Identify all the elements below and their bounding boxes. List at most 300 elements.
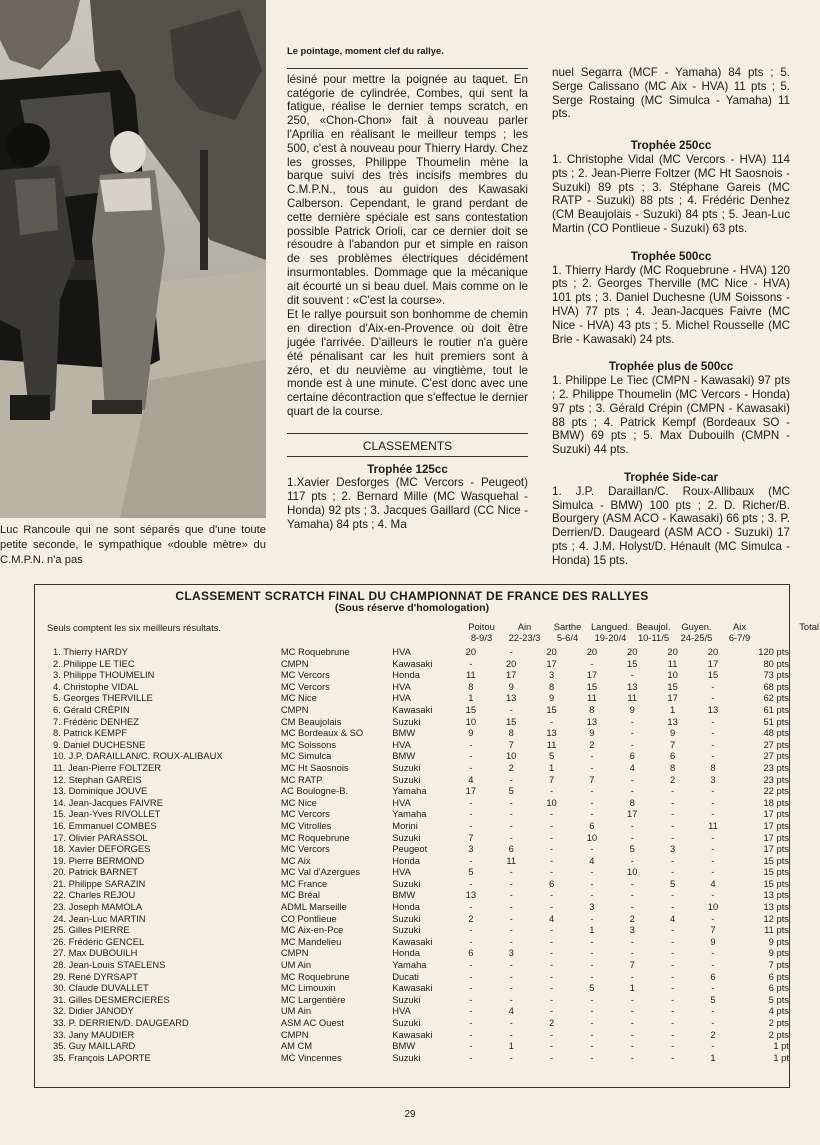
brand-cell: HVA [392, 796, 411, 808]
points-cell: - [711, 889, 715, 901]
brand-cell: BMW [392, 750, 416, 762]
points-cell: - [469, 1017, 473, 1028]
trophy-text: 1. J.P. Daraillan/C. Roux-Allibaux (MC Simulca - BMW) 100 pts ; 2. D. Richer/B. Bourgery (ASM ACO - Kawasaki) 66 pts ; 3. P. Derrien/D. Daugeard (ASM ACO - Suzuki) 17 pts ; 4. J.M. Holyst/D. Hénault (MC Simulca - Honda) 15 pts. [552, 484, 790, 567]
points-cell: 15 [667, 680, 678, 692]
points-cell: 20 [586, 646, 598, 657]
points-cell: 15 [707, 669, 719, 681]
points-cell: 20 [505, 657, 517, 669]
points-cell: - [549, 889, 554, 901]
points-cell: - [590, 843, 594, 855]
table-row [47, 866, 789, 878]
points-cell: - [509, 959, 513, 971]
points-cell: 10 [465, 715, 477, 727]
points-cell: 8 [468, 680, 474, 692]
points-cell: - [509, 901, 513, 913]
points-cell: 15 [546, 703, 557, 715]
total-cell: 9 pts [768, 947, 789, 959]
total-cell: 73 pts [763, 669, 789, 681]
brand-cell: Honda [392, 947, 420, 959]
points-cell: 1 [629, 982, 635, 994]
club-cell: ADML Marseille [280, 901, 347, 913]
rider-cell: 32. Didier JANODY [53, 1005, 134, 1017]
rider-cell: 28. Jean-Louis STAELENS [53, 959, 166, 971]
event-header [460, 621, 503, 643]
points-cell: - [549, 993, 554, 1005]
total-cell: 22 pts [763, 785, 789, 797]
club-cell: MC Bréal [280, 889, 320, 901]
table-row [47, 878, 789, 890]
points-cell: - [630, 877, 634, 889]
trophy-text: 1. Philippe Le Tiec (CMPN - Kawasaki) 97 pts ; 2. Philippe Thoumelin (MC Vercors - Honda) 97 pts ; 3. Gérald Crépin (CMPN - Kawasaki) 88 pts ; 4. Patrick Kempf (Bordeaux SO - BMW) 69 pts ; 5. Max Dubouilh (CMPN - Suzuki) 44 pts. [552, 374, 790, 457]
event-name: Poitou [468, 621, 495, 632]
points-cell: - [509, 889, 513, 901]
total-cell: 4 pts [768, 1005, 789, 1017]
total-cell: 13 pts [763, 889, 789, 901]
rider-cell: 25. Gilles PIERRE [53, 924, 130, 936]
points-cell: - [590, 1051, 594, 1063]
points-cell: - [590, 935, 594, 947]
rally-photo-illustration [0, 0, 266, 518]
points-cell: - [671, 831, 675, 843]
points-cell: 3 [548, 669, 555, 681]
table-row [47, 774, 789, 786]
total-cell: 120 pts [758, 646, 789, 657]
points-cell: - [590, 993, 594, 1005]
points-cell: - [469, 959, 473, 971]
rider-cell: 9. Daniel DUCHESNE [53, 738, 146, 750]
rider-cell: 14. Jean-Jacques FAIVRE [53, 796, 163, 808]
total-cell: 27 pts [763, 750, 789, 762]
rider-cell: 20. Patrick BARNET [53, 866, 138, 878]
points-cell: 13 [546, 727, 557, 739]
points-cell: - [469, 738, 473, 750]
points-cell: 3 [710, 773, 716, 785]
club-cell: AC Boulogne-B. [280, 785, 349, 797]
brand-cell: Suzuki [392, 761, 421, 773]
club-cell: MC Vercors [280, 808, 330, 820]
club-cell: MC Vercors [280, 843, 330, 855]
rider-cell: 6. Gérald CRÉPIN [53, 703, 130, 715]
club-cell: MC Simulca [280, 750, 332, 762]
brand-cell: Yamaha [392, 785, 427, 797]
points-cell: 11 [506, 854, 517, 866]
points-cell: 7 [468, 831, 474, 843]
event-header [589, 621, 632, 643]
table-row [47, 855, 789, 867]
club-cell: CMPN [280, 1028, 309, 1040]
event-dates: 24-25/5 [680, 632, 713, 643]
points-cell: 13 [707, 703, 719, 715]
points-cell: - [549, 1040, 554, 1052]
points-cell: 15 [465, 703, 477, 715]
points-cell: 6 [468, 947, 474, 959]
points-cell: 2 [468, 912, 474, 924]
points-cell: - [469, 808, 473, 820]
points-cell: - [469, 657, 473, 669]
points-cell: - [590, 1017, 594, 1028]
table-row [47, 994, 789, 1006]
points-cell: 1 [548, 761, 555, 773]
points-cell: - [630, 901, 634, 913]
standings-table [47, 646, 789, 1063]
event-dates: 10-11/5 [637, 632, 670, 643]
brand-cell: Suzuki [392, 831, 421, 843]
brand-cell: HVA [392, 646, 411, 657]
points-cell: - [630, 993, 634, 1005]
rider-cell: 1. Thierry HARDY [53, 646, 128, 657]
points-cell: 10 [586, 831, 598, 843]
points-cell: - [711, 843, 715, 855]
trophy-heading: Trophée plus de 500cc [608, 360, 734, 374]
points-cell: 10 [627, 866, 638, 878]
points-cell: - [549, 1028, 554, 1040]
points-cell: - [630, 831, 634, 843]
points-cell: - [549, 854, 554, 866]
article-paragraph: lésiné pour mettre la poignée au taquet. En catégorie de cylindrée, Combes, qui sent la fatigue, réalise le dernier temps scratch, en 250, «Chon-Chon» fait à nouveau parler l'Aprilia en réalisant le meilleur temps ; les 500, c'est à nouveau pour Thierry Hardy. Chez les grosses, Philippe Thoumelin mène la barque suivi des très incisifs membres du C.M.P.N., tous au guidon des Kawasaki Calberson. Cependant, le grand perdant de cette dernière spéciale est sans contestation possible Patrick Orioli, car ce dernier doit se résoudre à l'abandon pur et simple en raison de ses problèmes électriques décidément insurmontables. Dommage que la mécanique ait écourté un si beau duel. Mais comme on le dit souvent : «C'est la course». [287, 72, 528, 307]
points-cell: - [509, 877, 513, 889]
points-cell: 9 [468, 727, 474, 739]
points-cell: - [711, 1017, 715, 1028]
rider-cell: 19. Pierre BERMOND [53, 854, 145, 866]
club-cell: MC RATP [280, 773, 323, 785]
total-cell: 15 pts [763, 866, 789, 878]
points-cell: - [630, 669, 634, 681]
points-cell: 4 [589, 854, 595, 866]
points-cell: - [590, 1005, 594, 1017]
points-cell: - [711, 959, 715, 971]
points-cell: - [711, 727, 715, 739]
photo-caption: Le pointage, moment clef du rallye. [287, 45, 444, 56]
total-cell: 15 pts [763, 854, 789, 866]
points-cell: 8 [629, 796, 635, 808]
trophy-text: 1. Thierry Hardy (MC Roquebrune - HVA) 120 pts ; 2. Georges Therville (MC Nice - HVA) 101 pts ; 3. Daniel Duchesne (UM Soissons - HVA) 77 pts ; 4. Jean-Jacques Faivre (MC Nice - HVA) 43 pts ; 5. Michel Rousselle (MC Brie - Kawasaki) 24 pts. [552, 263, 790, 346]
brand-cell: Honda [392, 901, 420, 913]
total-cell: 6 pts [768, 982, 789, 994]
points-cell: - [509, 1051, 513, 1063]
event-header [675, 621, 718, 643]
points-cell: 8 [670, 761, 676, 773]
rider-cell: 30. Claude DUVALLET [53, 982, 149, 994]
points-cell: 7 [508, 738, 514, 750]
brand-cell: Suzuki [392, 715, 421, 727]
club-cell: CMPN [280, 947, 309, 959]
club-cell: CM Beaujolais [280, 715, 342, 727]
points-cell: - [509, 970, 513, 982]
points-cell: - [549, 831, 554, 843]
rider-cell: 31. Gilles DESMERCIERES [53, 993, 170, 1005]
points-cell: - [711, 750, 715, 762]
total-cell: 15 pts [763, 877, 789, 889]
points-cell: - [549, 970, 554, 982]
points-cell: - [630, 970, 634, 982]
brand-cell: Suzuki [392, 773, 421, 785]
points-cell: 10 [707, 901, 719, 913]
rider-cell: 13. Dominique JOUVE [53, 785, 148, 797]
divider [287, 456, 528, 457]
points-cell: 17 [586, 669, 598, 681]
trophy-text-continued: nuel Segarra (MCF - Yamaha) 84 pts ; 5. Serge Calissano (MC Aix - HVA) 11 pts ; 5. Serge Rostaing (MC Simulca - Yamaha) 11 pts. [552, 66, 790, 121]
points-cell: - [671, 959, 675, 971]
rider-cell: 33. P. DERRIEN/D. DAUGEARD [53, 1017, 189, 1028]
points-cell: 11 [708, 819, 718, 831]
points-cell: - [549, 785, 554, 797]
points-cell: 7 [548, 773, 555, 785]
points-cell: - [671, 924, 675, 936]
rider-cell: 21. Philippe SARAZIN [53, 877, 146, 889]
brand-cell: HVA [392, 866, 411, 878]
points-cell: 8 [710, 761, 716, 773]
total-cell: 1 pt [773, 1040, 789, 1052]
brand-cell: Honda [392, 854, 420, 866]
points-cell: 3 [508, 947, 514, 959]
brand-cell: Kawasaki [392, 1028, 433, 1040]
points-cell: - [590, 785, 594, 797]
points-cell: - [630, 1005, 634, 1017]
points-cell: 4 [629, 761, 635, 773]
table-row [47, 658, 789, 670]
points-cell: - [671, 993, 675, 1005]
table-row [47, 889, 789, 901]
rider-cell: 11. Jean-Pierre FOLTZER [53, 761, 162, 773]
total-cell: 61 pts [763, 703, 789, 715]
rider-cell: 26. Frédéric GENCEL [53, 935, 145, 947]
points-cell: - [590, 970, 594, 982]
points-cell: 1 [589, 924, 595, 936]
points-cell: - [630, 727, 634, 739]
rider-cell: 18. Xavier DEFORGES [53, 843, 151, 855]
points-cell: 9 [508, 680, 514, 692]
points-cell: 2 [629, 912, 635, 924]
points-cell: 6 [508, 843, 514, 855]
points-cell: - [630, 889, 634, 901]
points-cell: 11 [465, 669, 476, 681]
points-cell: 8 [589, 703, 595, 715]
points-cell: 5 [710, 993, 716, 1005]
club-cell: ASM AC Ouest [280, 1017, 344, 1028]
points-cell: 11 [627, 692, 638, 704]
points-cell: - [630, 1051, 634, 1063]
club-cell: MC Soissons [280, 738, 337, 750]
points-cell: - [590, 947, 594, 959]
club-cell: MC Vercors [280, 669, 330, 681]
points-cell: - [549, 982, 554, 994]
points-cell: - [469, 993, 473, 1005]
table-row [47, 681, 789, 693]
points-cell: 20 [465, 646, 477, 657]
points-cell: - [509, 646, 513, 657]
points-cell: 15 [627, 657, 638, 669]
rally-photo [0, 0, 266, 518]
points-cell: 20 [667, 646, 678, 657]
club-cell: UM Ain [280, 1005, 312, 1017]
points-cell: - [711, 796, 715, 808]
event-dates: 8-9/3 [470, 632, 493, 643]
points-cell: - [469, 854, 473, 866]
brand-cell: Ducati [392, 970, 419, 982]
points-cell: - [630, 1040, 634, 1052]
points-cell: - [469, 1028, 473, 1040]
club-cell: MC Limouxin [280, 982, 336, 994]
points-cell: 7 [710, 924, 716, 936]
points-cell: 5 [589, 982, 595, 994]
points-cell: - [549, 843, 554, 855]
points-cell: - [509, 773, 513, 785]
article-paragraph: Et le rallye poursuit son bonhomme de chemin en direction d'Aix-en-Provence où doit être jugée l'arrivée. D'ailleurs le routier n'a guère été pénalisant car les huit premiers sont à zéro, et du neuvième au vingtième, tout le monde est à une minute. C'est donc avec une certaine décontraction que s'effectue le dernier quart de la course. [287, 308, 528, 418]
divider [287, 68, 528, 69]
points-cell: - [509, 796, 513, 808]
total-cell: 11 pts [764, 924, 789, 936]
club-cell: MC Vitrolles [280, 819, 332, 831]
points-cell: - [711, 785, 715, 797]
club-cell: MC France [280, 877, 328, 889]
brand-cell: HVA [392, 680, 411, 692]
club-cell: UM Ain [280, 959, 312, 971]
points-cell: - [671, 866, 675, 878]
points-cell: - [590, 796, 594, 808]
points-cell: 17 [505, 669, 517, 681]
rider-cell: 29. René DYRSAPT [53, 970, 138, 982]
points-cell: 17 [627, 808, 638, 820]
rider-cell: 3. Philippe THOUMELIN [53, 669, 155, 681]
points-cell: - [671, 947, 675, 959]
points-cell: - [549, 715, 554, 727]
points-cell: 17 [546, 657, 557, 669]
total-cell: 18 pts [763, 796, 789, 808]
points-cell: - [630, 947, 634, 959]
standings-box [34, 584, 819, 1088]
points-cell: - [630, 935, 634, 947]
rider-cell: 27. Max DUBOUILH [53, 947, 138, 959]
table-row [47, 1005, 789, 1017]
points-cell: 1 [710, 1051, 716, 1063]
points-cell: 17 [707, 657, 719, 669]
points-cell: 2 [548, 1017, 555, 1028]
points-cell: - [590, 877, 594, 889]
points-cell: 1 [670, 703, 676, 715]
total-cell: 7 pts [768, 959, 789, 971]
total-cell: 80 pts [763, 657, 789, 669]
trophy-heading: Trophée Side-car [623, 470, 719, 484]
points-cell: - [711, 912, 715, 924]
club-cell: MC Bordeaux & SO [280, 727, 364, 739]
rider-cell: 16. Emmanuel COMBES [53, 819, 157, 831]
event-header [503, 621, 546, 643]
points-cell: - [469, 761, 473, 773]
points-cell: - [630, 1028, 634, 1040]
brand-cell: Suzuki [392, 993, 421, 1005]
points-cell: - [469, 1051, 473, 1063]
brand-cell: Honda [392, 669, 420, 681]
total-cell: 27 pts [763, 738, 789, 750]
total-cell: 17 pts [763, 819, 789, 831]
points-cell: - [630, 738, 634, 750]
points-cell: 6 [670, 750, 676, 762]
table-row [47, 646, 789, 658]
points-cell: 2 [589, 738, 595, 750]
points-cell: 9 [629, 703, 635, 715]
rider-cell: 23. Joseph MAMOLA [53, 901, 143, 913]
table-row [47, 901, 789, 913]
brand-cell: Kawasaki [392, 982, 433, 994]
club-cell: CMPN [280, 703, 309, 715]
points-cell: - [509, 831, 513, 843]
points-cell: - [671, 982, 675, 994]
total-cell: 12 pts [763, 912, 789, 924]
points-cell: 5 [670, 877, 676, 889]
table-row [47, 959, 789, 971]
points-cell: 3 [629, 924, 635, 936]
event-name: Sarthe [553, 621, 582, 632]
table-row [47, 785, 789, 797]
table-row [47, 716, 789, 728]
points-cell: 20 [707, 646, 719, 657]
rider-cell: 33. Jany MAUDIER [53, 1028, 135, 1040]
points-cell: - [469, 1040, 473, 1052]
standings-title: CLASSEMENT SCRATCH FINAL DU CHAMPIONNAT DE FRANCE DES RALLYES [175, 589, 649, 603]
points-cell: 10 [505, 750, 517, 762]
points-cell: 5 [548, 750, 555, 762]
points-cell: - [549, 819, 554, 831]
trophy-text: 1. Christophe Vidal (MC Vercors - HVA) 114 pts ; 2. Jean-Pierre Foltzer (MC Ht Saosnois - Suzuki) 89 pts ; 3. Stéphane Gareis (MC RATP - Suzuki) 88 pts ; 4. Frédéric Denhez (CM Beaujolais - Suzuki) 84 pts ; 5. Jean-Luc Martin (CO Pontlieue - Suzuki) 63 pts. [552, 152, 790, 235]
rider-cell: 7. Frédéric DENHEZ [53, 715, 139, 727]
brand-cell: Suzuki [392, 924, 421, 936]
table-row [47, 692, 789, 704]
total-cell: 62 pts [763, 692, 789, 704]
points-cell: 15 [586, 680, 598, 692]
club-cell: MC Aix [280, 854, 311, 866]
total-cell: 2 pts [768, 1017, 789, 1028]
points-cell: 11 [587, 692, 597, 704]
table-row [47, 820, 789, 832]
points-cell: 6 [548, 877, 555, 889]
brand-cell: BMW [392, 1040, 416, 1052]
points-cell: - [469, 901, 473, 913]
total-cell: 5 pts [768, 993, 789, 1005]
table-row [47, 832, 789, 844]
total-cell: 48 pts [763, 727, 789, 739]
points-cell: 4 [468, 773, 474, 785]
rider-cell: 35. François LAPORTE [53, 1051, 151, 1063]
classements-heading: CLASSEMENTS [362, 438, 453, 453]
points-cell: - [590, 866, 594, 878]
points-cell: - [711, 680, 715, 692]
points-cell: - [509, 866, 513, 878]
points-cell: - [549, 935, 554, 947]
total-cell: 13 pts [763, 901, 789, 913]
brand-cell: Kawasaki [392, 703, 433, 715]
brand-cell: HVA [392, 692, 411, 704]
table-row [47, 1029, 789, 1041]
points-cell: - [509, 935, 513, 947]
rider-cell: 2. Philippe LE TIEC [53, 657, 135, 669]
brand-cell: Yamaha [392, 959, 427, 971]
points-cell: 4 [710, 877, 716, 889]
points-cell: - [549, 901, 554, 913]
total-cell: 17 pts [763, 843, 789, 855]
points-cell: 2 [710, 1028, 716, 1040]
club-cell: MC Vercors [280, 680, 330, 692]
points-cell: - [711, 1005, 715, 1017]
points-cell: 20 [546, 646, 557, 657]
club-cell: MC Roquebrune [280, 831, 350, 843]
points-cell: - [509, 819, 513, 831]
points-cell: 10 [667, 669, 678, 681]
standings-note: Seuls comptent les six meilleurs résultats. [47, 622, 222, 633]
club-cell: MC Largentière [280, 993, 346, 1005]
points-cell: 13 [627, 680, 638, 692]
club-cell: MC Roquebrune [280, 970, 350, 982]
points-cell: - [469, 877, 473, 889]
